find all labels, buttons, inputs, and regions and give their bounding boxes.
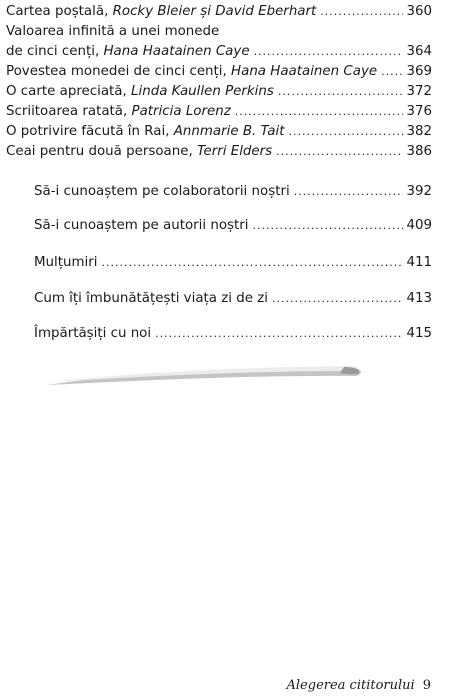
entry-page: 360	[406, 4, 432, 19]
entry-author: Linda Kaullen Perkins	[131, 84, 274, 99]
toc-section	[34, 289, 432, 309]
entry-author: Patricia Lorenz	[131, 104, 231, 119]
dot-leader	[272, 289, 403, 309]
toc-entry	[6, 82, 432, 102]
entry-title: Povestea monedei de cinci cenți,	[6, 64, 232, 79]
dot-leader	[235, 102, 403, 122]
section-page: 392	[406, 184, 432, 199]
entry-title: O potrivire făcută în Rai,	[6, 124, 174, 139]
toc-entry	[6, 102, 432, 122]
toc-entry	[6, 62, 432, 82]
section-title: Să-i cunoaștem pe colaboratorii noștri	[34, 184, 290, 199]
section-page: 411	[406, 255, 432, 270]
section-title: Cum îți îmbunătățești viața zi de zi	[34, 291, 268, 306]
section-page: 409	[406, 218, 432, 233]
section-page: 413	[406, 291, 432, 306]
section-title: Împărtășiți cu noi	[34, 326, 152, 341]
entry-page: 364	[406, 44, 432, 59]
dot-leader	[288, 122, 403, 142]
toc-entry	[6, 142, 432, 162]
dot-leader	[320, 2, 403, 22]
section-title: Să-i cunoaștem pe autorii noștri	[34, 218, 249, 233]
entry-title: Cartea poștală,	[6, 4, 113, 19]
section-title: Mulțumiri	[34, 255, 98, 270]
entry-author: Hana Haatainen Caye	[103, 44, 250, 59]
entry-page: 369	[406, 64, 432, 79]
page-footer	[287, 678, 431, 693]
entry-author: Hana Haatainen Caye	[231, 64, 378, 79]
toc-entry	[6, 2, 432, 22]
toc-section	[34, 253, 432, 273]
entry-page: 386	[406, 144, 432, 159]
section-page: 415	[406, 326, 432, 341]
entry-title: O carte apreciată,	[6, 84, 132, 99]
toc-section	[34, 216, 432, 236]
dot-leader	[278, 82, 403, 102]
entry-title: Scriitoarea ratată,	[6, 104, 132, 119]
dot-leader	[155, 324, 403, 344]
book-title: Alegerea cititorului	[286, 678, 415, 693]
entry-title: Ceai pentru două persoane,	[6, 144, 197, 159]
toc-section	[34, 182, 432, 202]
dot-leader	[381, 62, 403, 82]
entry-page: 372	[406, 84, 432, 99]
swoosh-ornament	[40, 362, 370, 392]
entry-author: Annmarie B. Tait	[173, 124, 285, 139]
toc-section	[34, 324, 432, 344]
dot-leader	[294, 182, 403, 202]
dot-leader	[276, 142, 403, 162]
dot-leader	[252, 216, 403, 236]
entry-title-line1: Valoarea infinită a unei monede	[6, 24, 220, 39]
dot-leader	[254, 42, 403, 62]
entry-title: de cinci cenți,	[6, 44, 104, 59]
entry-author: Terri Elders	[197, 144, 273, 159]
toc-entry	[6, 122, 432, 142]
entry-page: 382	[406, 124, 432, 139]
entry-author: Rocky Bleier și David Eberhart	[112, 4, 317, 19]
entry-page: 376	[406, 104, 432, 119]
page-number: 9	[422, 678, 431, 693]
toc-entry	[6, 22, 432, 62]
dot-leader	[102, 253, 404, 273]
